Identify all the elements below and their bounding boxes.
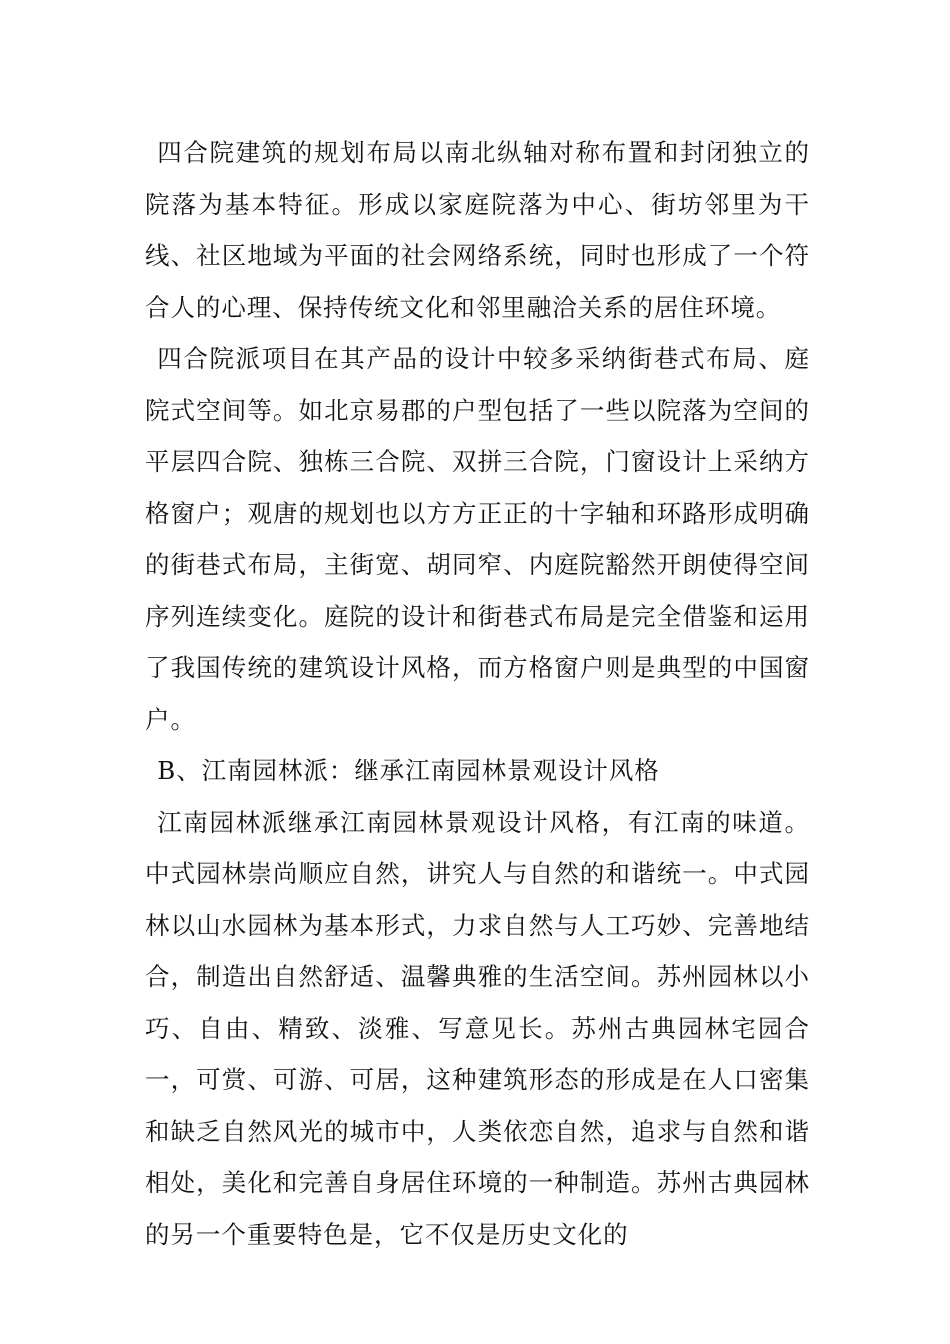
section-heading-jiangnan-garden: B、江南园林派：继承江南园林景观设计风格: [157, 756, 660, 785]
paragraph-siheyuan-projects: 四合院派项目在其产品的设计中较多采纳街巷式布局、庭院式空间等。如北京易郡的户型包括了一些以院落为空间的平层四合院、独栋三合院、双拼三合院，门窗设计上采纳方格窗户；观唐的规划也以方方正正的十字轴和环路形成明确的街巷式布局，主街宽、胡同窄、内庭院豁然开朗使得空间序列连续变化。庭院的设计和街巷式布局是完全借鉴和运用了我国传统的建筑设计风格，而方格窗户则是典型的中国窗户。: [145, 344, 810, 734]
body-text: [145, 127, 810, 1260]
paragraph-jiangnan-garden: 江南园林派继承江南园林景观设计风格，有江南的味道。中式园林崇尚顺应自然，讲究人与自然的和谐统一。中式园林以山水园林为基本形式，力求自然与人工巧妙、完善地结合，制造出自然舒适、温馨典雅的生活空间。苏州园林以小巧、自由、精致、淡雅、写意见长。苏州古典园林宅园合一，可赏、可游、可居，这种建筑形态的形成是在人口密集和缺乏自然风光的城市中，人类依恋自然，追求与自然和谐相处，美化和完善自身居住环境的一种制造。苏州古典园林的另一个重要特色是，它不仅是历史文化的: [145, 807, 810, 1249]
paragraph-siheyuan-layout: 四合院建筑的规划布局以南北纵轴对称布置和封闭独立的院落为基本特征。形成以家庭院落为中心、街坊邻里为干线、社区地域为平面的社会网络系统，同时也形成了一个符合人的心理、保持传统文化和邻里融洽关系的居住环境。: [145, 138, 810, 322]
